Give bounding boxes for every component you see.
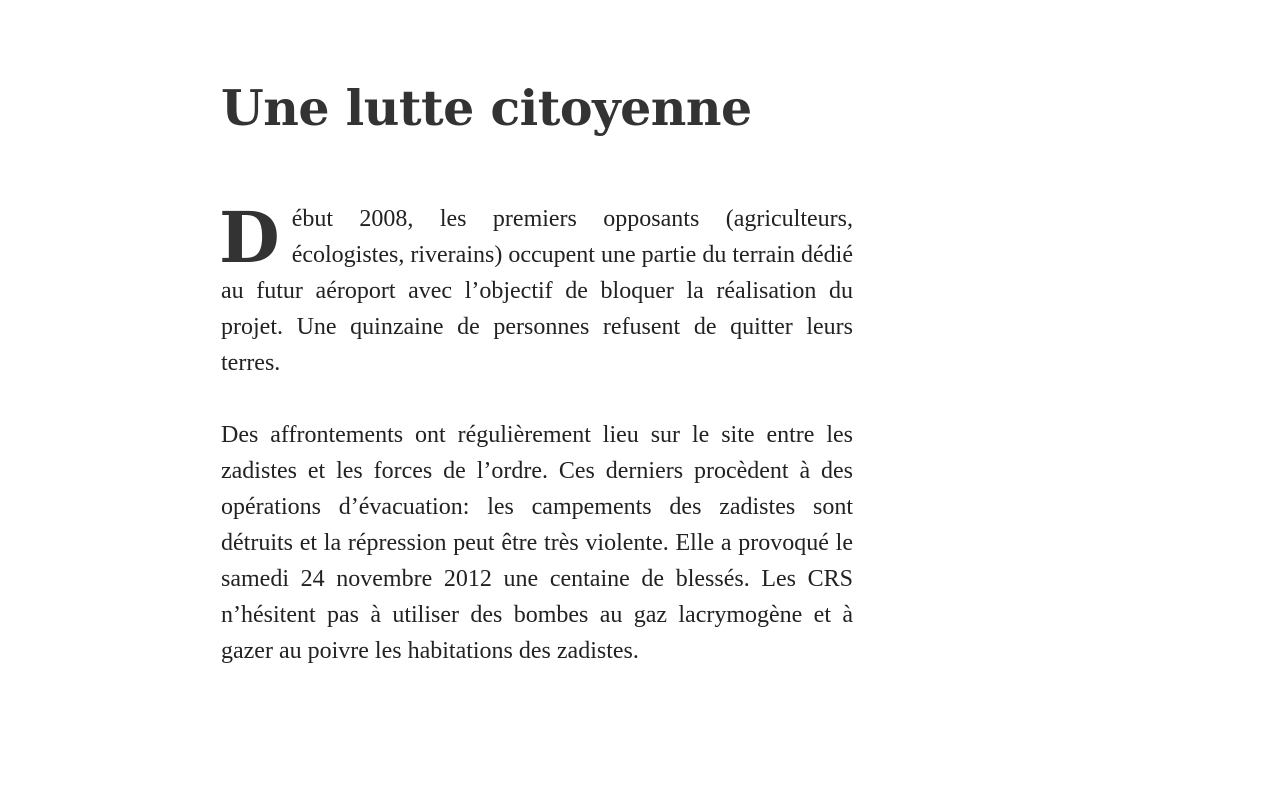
article-paragraph-1-text: ébut 2008, les premiers opposants (agriculteurs, écologistes, riverains) occupent une partie du terrain dédié au futur aéroport avec l’objectif de bloquer la réalisation du projet. Une quinzaine de personnes refusent de quitter leurs terres. (221, 206, 853, 376)
article-paragraph-2 (221, 417, 853, 669)
article (221, 78, 853, 669)
drop-cap: D (219, 196, 280, 279)
article-paragraph-2-text: Des affrontements ont régulièrement lieu sur le site entre les zadistes et les forces de l’ordre. Ces derniers procèdent à des opérations d’évacuation: les campements des zadistes sont détruits et la répression peut être très violente. Elle a provoqué le samedi 24 novembre 2012 une centaine de blessés. Les CRS n’hésitent pas à utiliser des bombes au gaz lacrymogène et à gazer au poivre les habitations des zadistes. (221, 422, 853, 664)
article-title: Une lutte citoyenne (221, 79, 752, 137)
article-paragraph-1 (219, 196, 853, 381)
